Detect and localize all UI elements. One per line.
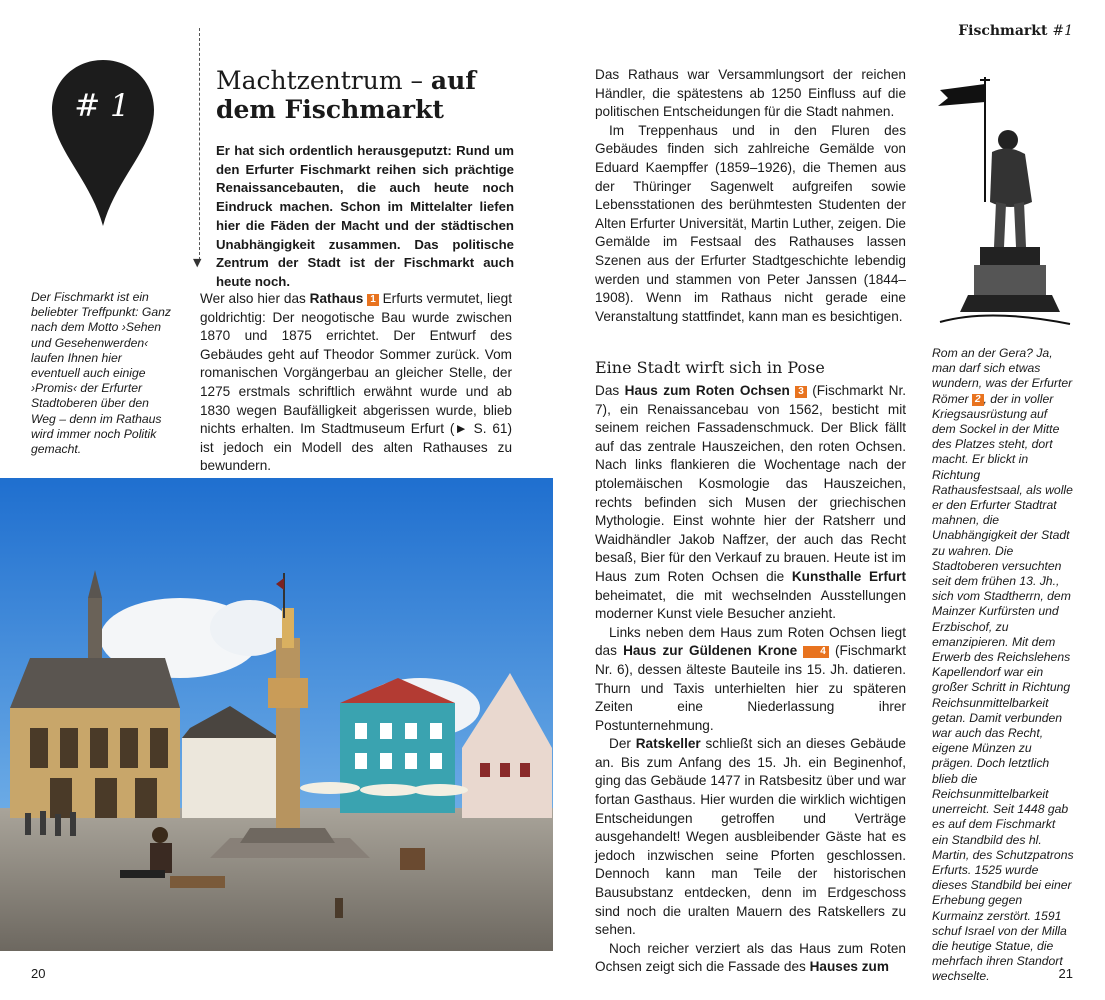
marker-badge-4: 4 (803, 646, 829, 658)
highlight-ratskeller: Ratskeller (635, 736, 701, 752)
highlight-roter-ochse: Haus zum Roten Ochsen (624, 383, 790, 398)
text-run: Links neben dem Haus zum Roten Ochsen liegt das (595, 624, 906, 659)
running-head-title: Fischmarkt (958, 23, 1048, 39)
headline-bold: auf dem Fischmarkt (216, 66, 477, 124)
text-run: Noch reicher verziert als das Haus zum Roten Ochsen zeigt sich die Fassade des (595, 940, 906, 975)
highlight-krone: Haus zur Güldenen Krone (623, 643, 798, 659)
arrow-down-icon: ▼ (193, 256, 202, 269)
intro-text: Er hat sich ordentlich herausgeputzt: Rund um den Erfurter Fischmarkt reihen sich prächtige Renaissancebauten, die auch heute noch Eindruck machen. Schon im Mittelalter liefen hier die Fäden der Macht und der städtischen Unabhängigkeit zusammen. Das politische Zentrum der Stadt ist der Fischmarkt auch heute noch. (216, 143, 514, 289)
pin-label: # 1 (74, 88, 130, 124)
text-run: beheimatet, die mit wechselnden Ausstellungen moderner Kunst viele Besucher anzieht. (595, 587, 906, 622)
text-run: Erfurts vermutet, liegt goldrichtig: Der neogotische Bau wurde zwischen 1870 und 1875 errichtet. Der Entwurf des Gebäudes geht auf Theodor Sommer zurück. Vom romanischen Vorgängerbau an gleicher Stelle, der 1275 erstmals schriftlich erwähnt wurde und ab 1830 wegen Baufälligkeit abgerissen wurde, blieb nichts erhalten. Im Stadtmuseum Erfurt (► S. 61) ist jedoch ein Modell des alten Rathauses zu bewundern. (200, 291, 512, 474)
highlight-rathaus: Rathaus (309, 291, 364, 306)
paragraph: Im Treppenhaus und in den Fluren des Gebäudes finden sich zahlreiche Gemälde von Eduard Kaempffer (1859–1926), die Themen aus der Thüringer Sagenwelt aufgreifen sowie Lebensstationen des berühmtesten Studenten der Alten Erfurter Universität, Martin Luther, zeigen. Die Gemälde im Festsaal des Rathauses lassen Szenen aus der Erfurter Stadtgeschichte lebendig werden und stammen von Peter Janssen (1844–1908). Wenn im Rathaus nicht gerade eine Veranstaltung stattfindet, kann man es besichtigen. (595, 122, 906, 324)
fischmarkt-photo (0, 478, 553, 951)
text-run: Rom an der Gera? Ja, man darf sich etwas wundern, was der Erfurter Römer (932, 346, 1073, 406)
paragraph (595, 382, 906, 624)
paragraph (200, 290, 512, 476)
text-run: Das (595, 383, 625, 398)
paragraph (595, 624, 906, 736)
marker-badge-3: 3 (795, 386, 807, 398)
running-head (958, 23, 1073, 39)
paragraph (595, 735, 906, 940)
body-column-2-bottom (595, 382, 906, 977)
paragraph: Das Rathaus war Versammlungsort der reichen Händler, die spätestens ab 1250 Einfluss auf die politischen Entscheidungen für die Stadt nahmen. (595, 67, 906, 120)
body-column-1 (200, 290, 512, 476)
sidebar-note-right (932, 346, 1074, 985)
highlight-haus: Hauses zum (809, 959, 889, 975)
running-head-number: #1 (1052, 23, 1073, 39)
text-run: Wer also hier das (200, 291, 310, 306)
marker-badge-2: 2 (972, 394, 984, 406)
divider-line (199, 28, 200, 260)
page-number-left: 20 (31, 966, 46, 981)
sidebar-note-left: Der Fischmarkt ist ein beliebter Treffpunkt: Ganz nach dem Motto ›Sehen und Gesehenwerden‹ laufen Ihnen hier eventuell auch einige ›Promis‹ der Erfurter Stadtoberen über den Weg – denn im Rathaus wird immer noch Politik gemacht. (31, 290, 172, 457)
text-run: Der (609, 736, 636, 752)
marker-badge-1: 1 (367, 294, 379, 306)
text-run: schließt sich an dieses Gebäude an. Bis zum Anfang des 15. Jh. ein Beginenhof, ging das Gebäude 1477 in Ratsbesitz über und war fortan Gasthaus. Hier wurden die wirklich wichtigen Entscheidungen getroffen und Verträge ausgehandelt! Wegen ausbleibender Gäste hat es jedoch inzwischen seine Pforten geschlossen. Dennoch kann man Teile der historischen Bausubstanz entdecken, denn im Erdgeschoss sind noch die uralten Mauern des Ratskellers zu sehen. (595, 736, 906, 938)
page-title (216, 66, 506, 124)
body-column-2-top (595, 66, 906, 326)
text-run: (Fischmarkt Nr. 7), ein Renaissancebau von 1562, besticht mit seinem reichen Fassadenschmuck. Der Blick fällt auf das zentrale Hauszeichen, den roten Ochsen. Nach links flankieren die Wochentage nach der ptolemäischen Kosmologie das Hauszeichen, rechts befinden sich Musen der griechischen Mythologie. Einst wohnte hier der Ratsherr und Waidhändler Jakob Naffzer, der auch das Recht besaß, Bier für den Verkauf zu brauen. Heute ist im Haus zum Roten Ochsen die (595, 383, 907, 584)
text-run: (Fischmarkt Nr. 6), dessen älteste Bauteile ins 15. Jh. datieren. Thurn und Taxis unterhielten hier zu späteren Zeiten eine Niederlassung ihrer Postunternehmung. (595, 643, 907, 733)
highlight-kunsthalle: Kunsthalle Erfurt (791, 568, 906, 584)
section-heading: Eine Stadt wirft sich in Pose (595, 358, 825, 377)
text-run: , der in voller Kriegsausrüstung auf dem Sockel in der Mitte des Platzes steht, dort macht. Er blickt in Richtung Rathausfestsaal, als wolle er den Erfurter Stadtrat mahnen, die Unabhängigkeit der Stadt zu wahren. Die Stadtoberen versuchten seit dem frühen 13. Jh., sich vom Stadtherrn, dem Mainzer Kurfürsten und Erzbischof, zu emanzipieren. Mit dem Erwerb des Reichslehens Kapellendorf war ein großer Schritt in Richtung Reichsunmittelbarkeit getan. Damit verbunden war auch das Recht, eigene Münzen zu prägen. Doch letztlich blieb die Reichsunmittelbarkeit unerreicht. Seit 1448 gab es auf dem Fischmarkt ein Standbild des hl. Martin, des Schutzpatrons Erfurts. 1525 wurde dieses Standbild bei einer Erhebung gegen Kurmainz zerstört. 1591 schuf Israel von der Milla die heutige Statue, die mehrfach ihren Standort wechselte. (932, 391, 1074, 984)
paragraph (595, 940, 906, 977)
location-pin-icon (50, 58, 156, 228)
headline-normal: Machtzentrum – (216, 66, 431, 95)
page-number-right: 21 (1058, 966, 1073, 981)
roman-statue-illustration (930, 72, 1080, 332)
